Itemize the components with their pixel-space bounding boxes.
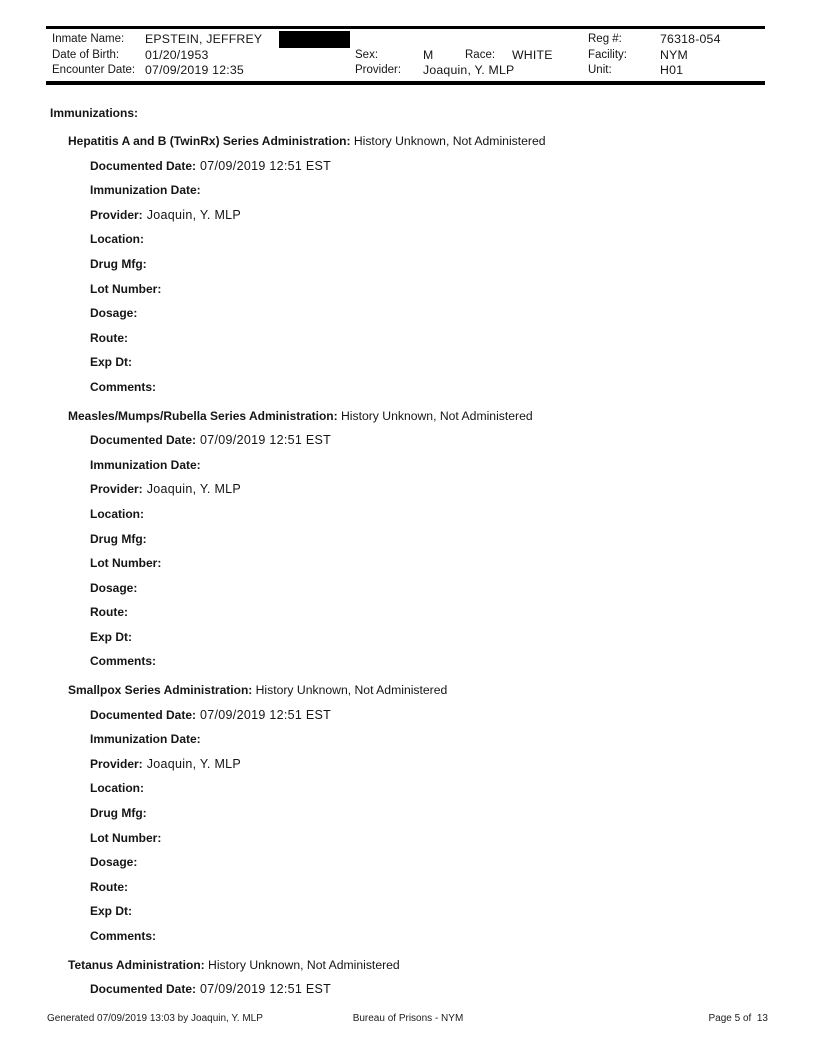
- section-status-text: History Unknown, Not Administered: [255, 683, 448, 698]
- dob-label: Date of Birth:: [52, 48, 120, 61]
- section-rows: [0, 977, 816, 1002]
- detail-label: Drug Mfg:: [90, 531, 147, 546]
- unit-value: H01: [660, 63, 684, 77]
- detail-value: Joaquin, Y. MLP: [146, 482, 242, 497]
- detail-label: Route:: [90, 330, 128, 345]
- section-title-text: Hepatitis A and B (TwinRx) Series Administration:: [68, 134, 351, 148]
- reg-number-label: Reg #:: [588, 33, 622, 45]
- detail-label: Documented Date:: [90, 707, 197, 722]
- detail-label: Lot Number:: [90, 830, 162, 845]
- detail-label: Location:: [90, 781, 144, 796]
- unit-label: Unit:: [588, 64, 612, 76]
- detail-label: Comments:: [90, 379, 157, 394]
- race-value: WHITE: [512, 47, 553, 62]
- immunization-section-mmr: [0, 404, 816, 675]
- detail-label: Documented Date:: [90, 158, 197, 173]
- detail-label: Route:: [90, 605, 128, 620]
- detail-label: Immunization Date:: [90, 183, 201, 198]
- detail-value: 07/09/2019 12:51 EST: [200, 707, 332, 722]
- detail-row: [90, 875, 816, 900]
- detail-row: [90, 649, 816, 674]
- immunization-section-tetanus: [0, 953, 816, 1002]
- detail-label: Drug Mfg:: [90, 806, 147, 821]
- section-rows: [0, 428, 816, 674]
- detail-value: 07/09/2019 12:51 EST: [200, 158, 332, 173]
- detail-row: [90, 703, 816, 728]
- detail-row: [90, 252, 816, 277]
- detail-row: [90, 502, 816, 527]
- provider-label: Provider:: [355, 64, 402, 76]
- detail-label: Dosage:: [90, 306, 138, 321]
- detail-label: Dosage:: [90, 855, 138, 870]
- detail-label: Exp Dt:: [90, 355, 132, 370]
- section-status-text: History Unknown, Not Administered: [353, 134, 546, 148]
- provider-value: Joaquin, Y. MLP: [423, 63, 515, 77]
- section-rows: [0, 154, 816, 400]
- section-title: [68, 404, 816, 429]
- detail-row: [90, 527, 816, 552]
- section-title-text: Tetanus Administration:: [68, 957, 205, 972]
- detail-row: [90, 350, 816, 375]
- facility-label: Facility:: [588, 48, 627, 61]
- detail-value: 07/09/2019 12:51 EST: [200, 982, 332, 997]
- detail-label: Exp Dt:: [90, 904, 132, 919]
- sex-label: Sex:: [355, 48, 379, 61]
- section-rows: [0, 703, 816, 949]
- detail-row: [90, 428, 816, 453]
- detail-row: [90, 752, 816, 777]
- detail-label: Provider:: [90, 756, 143, 771]
- page-footer: [0, 1013, 816, 1027]
- detail-label: Documented Date:: [90, 433, 197, 448]
- section-title-text: Smallpox Series Administration:: [68, 683, 253, 698]
- immunization-section-smallpox: [0, 678, 816, 949]
- detail-row: [90, 154, 816, 179]
- redaction-box: [279, 31, 350, 48]
- detail-row: [90, 227, 816, 252]
- detail-value: Joaquin, Y. MLP: [146, 756, 242, 771]
- detail-label: Comments:: [90, 654, 157, 669]
- detail-value: Joaquin, Y. MLP: [146, 207, 242, 222]
- detail-row: [90, 277, 816, 302]
- detail-label: Immunization Date:: [90, 457, 201, 472]
- section-title: [68, 678, 816, 703]
- section-status-text: History Unknown, Not Administered: [340, 408, 533, 423]
- detail-row: [90, 600, 816, 625]
- facility-value: NYM: [660, 47, 688, 62]
- inmate-name-label: Inmate Name:: [52, 33, 125, 45]
- footer-page-number: Page 5 of 13: [708, 1013, 768, 1024]
- immunizations-heading: Immunizations:: [50, 106, 139, 120]
- detail-row: [90, 551, 816, 576]
- detail-row: [90, 850, 816, 875]
- detail-row: [90, 826, 816, 851]
- detail-label: Comments:: [90, 929, 157, 943]
- detail-row: [90, 924, 816, 949]
- section-title-text: Measles/Mumps/Rubella Series Administration:: [68, 408, 338, 423]
- detail-label: Lot Number:: [90, 556, 162, 571]
- detail-label: Provider:: [90, 482, 143, 497]
- encounter-date-value: 07/09/2019 12:35: [145, 63, 244, 77]
- inmate-name-value: EPSTEIN, JEFFREY: [145, 32, 263, 46]
- detail-row: [90, 977, 816, 1002]
- detail-label: Location:: [90, 506, 144, 521]
- detail-row: [90, 801, 816, 826]
- footer-generated: Generated 07/09/2019 13:03 by Joaquin, Y. MLP: [47, 1013, 263, 1024]
- section-status-text: History Unknown, Not Administered: [208, 957, 400, 972]
- detail-row: [90, 576, 816, 601]
- detail-row: [90, 326, 816, 351]
- detail-row: [90, 453, 816, 478]
- reg-number-value: 76318-054: [660, 32, 721, 46]
- detail-label: Drug Mfg:: [90, 256, 147, 271]
- detail-row: [90, 178, 816, 203]
- detail-row: [90, 301, 816, 326]
- detail-label: Route:: [90, 879, 128, 894]
- immunizations-content: [0, 101, 816, 1002]
- detail-row: [90, 375, 816, 400]
- detail-row: [90, 625, 816, 650]
- detail-label: Dosage:: [90, 580, 138, 595]
- sex-value: M: [423, 47, 434, 62]
- detail-row: [90, 477, 816, 502]
- detail-label: Immunization Date:: [90, 732, 201, 747]
- dob-value: 01/20/1953: [145, 47, 209, 62]
- footer-org: Bureau of Prisons - NYM: [352, 1013, 464, 1024]
- detail-label: Documented Date:: [90, 982, 197, 997]
- race-label: Race:: [465, 48, 496, 61]
- section-title: [68, 953, 816, 978]
- patient-header: [46, 26, 765, 85]
- detail-label: Lot Number:: [90, 281, 162, 296]
- detail-label: Location:: [90, 232, 144, 247]
- section-title: [68, 129, 816, 154]
- detail-row: [90, 776, 816, 801]
- immunization-section-hepatitis: [0, 129, 816, 400]
- detail-row: [90, 899, 816, 924]
- detail-value: 07/09/2019 12:51 EST: [200, 433, 332, 448]
- detail-row: [90, 727, 816, 752]
- detail-row: [90, 203, 816, 228]
- detail-label: Provider:: [90, 207, 143, 222]
- detail-label: Exp Dt:: [90, 629, 132, 644]
- encounter-date-label: Encounter Date:: [52, 64, 136, 76]
